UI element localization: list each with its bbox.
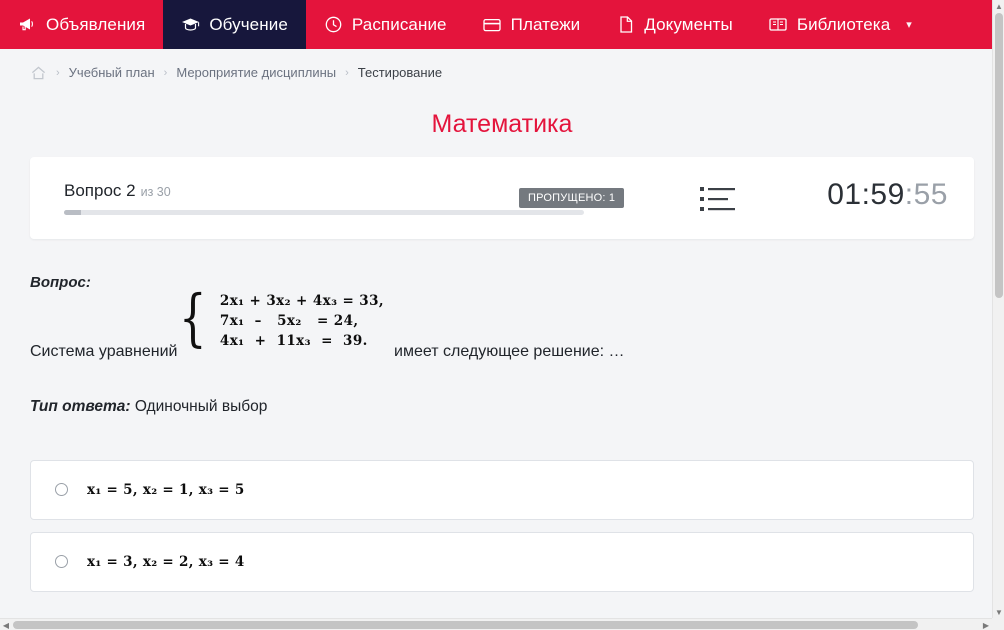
nav-item-label: Библиотека [796, 14, 891, 34]
answer-options-list [30, 460, 974, 592]
graduation-cap-icon [181, 15, 200, 34]
answer-option-label: x₁ = 5, x₂ = 1, x₃ = 5 [87, 481, 245, 498]
curly-brace-icon: { [179, 281, 208, 354]
nav-item-education[interactable] [163, 0, 306, 49]
home-icon[interactable] [30, 64, 47, 81]
horizontal-scrollbar-thumb[interactable] [13, 621, 918, 629]
question-header-card [30, 157, 974, 239]
nav-item-label: Расписание [351, 14, 447, 34]
equation-row: 2x₁ + 3x₂ + 4x₃ = 33, [219, 293, 384, 309]
question-prompt-label: Вопрос: [30, 274, 91, 291]
answer-type-row [30, 398, 974, 416]
nav-item-label: Документы [644, 14, 733, 34]
question-text-after: имеет следующее решение: … [394, 343, 625, 361]
megaphone-icon [18, 15, 37, 34]
countdown-timer [827, 178, 948, 212]
vertical-scrollbar-thumb[interactable] [995, 13, 1003, 298]
nav-item-label: Платежи [510, 14, 581, 34]
nav-item-documents[interactable] [598, 0, 751, 49]
clock-icon [324, 15, 343, 34]
page-title: Математика [431, 110, 573, 138]
breadcrumb [0, 49, 1004, 96]
status-badge: ПРОПУЩЕНО: 1 [519, 188, 624, 208]
breadcrumb-separator: › [56, 66, 60, 79]
nav-item-library[interactable] [751, 0, 930, 49]
book-icon [769, 15, 788, 34]
nav-item-schedule[interactable] [306, 0, 465, 49]
radio-button-icon[interactable] [55, 483, 68, 496]
scroll-right-arrow-icon[interactable]: ▶ [982, 620, 990, 630]
scroll-left-arrow-icon[interactable]: ◀ [2, 620, 10, 630]
equation-row: 7x₁ – 5x₂ = 24, [219, 313, 359, 330]
nav-item-announcements[interactable] [0, 0, 163, 49]
question-counter [64, 181, 590, 201]
radio-button-icon[interactable] [55, 555, 68, 568]
breadcrumb-separator: › [163, 66, 168, 79]
timer-seconds: :55 [904, 178, 948, 211]
horizontal-scrollbar[interactable] [0, 618, 1004, 630]
question-number: Вопрос 2 [64, 181, 136, 200]
breadcrumb-separator: › [345, 66, 349, 79]
equation-row: 4x₁ + 11x₃ = 39. [219, 333, 368, 350]
vertical-scrollbar[interactable] [992, 0, 1004, 618]
timer-minutes-seconds: 01:59 [827, 178, 905, 211]
scroll-up-arrow-icon[interactable]: ▲ [995, 1, 1003, 11]
breadcrumb-item-discipline-event[interactable]: Мероприятие дисциплины [176, 65, 337, 80]
question-list-icon[interactable] [699, 183, 737, 215]
main-navigation [0, 0, 992, 49]
question-progress-area [30, 181, 590, 215]
scroll-down-arrow-icon[interactable]: ▼ [995, 607, 1003, 617]
question-total: из 30 [140, 185, 171, 199]
chevron-down-icon[interactable]: ▾ [906, 19, 912, 31]
answer-type-label: Тип ответа: [30, 397, 131, 415]
scrollbar-corner [992, 618, 1004, 630]
nav-item-label: Обучение [209, 14, 288, 34]
answer-type-value: Одиночный выбор [134, 397, 268, 415]
document-icon [616, 15, 635, 34]
nav-item-payments[interactable] [465, 0, 599, 49]
nav-item-label: Объявления [46, 14, 146, 34]
answer-option-label: x₁ = 3, x₂ = 2, x₃ = 4 [87, 553, 245, 570]
answer-option[interactable] [30, 532, 974, 592]
question-text-before: Система уравнений [30, 343, 178, 361]
question-body [0, 274, 1004, 592]
equation-system [179, 281, 384, 354]
answer-option[interactable] [30, 460, 974, 520]
credit-card-icon [483, 15, 502, 34]
progress-bar [64, 210, 584, 215]
breadcrumb-item-curriculum[interactable]: Учебный план [68, 65, 155, 80]
breadcrumb-item-testing: Тестирование [357, 65, 443, 80]
